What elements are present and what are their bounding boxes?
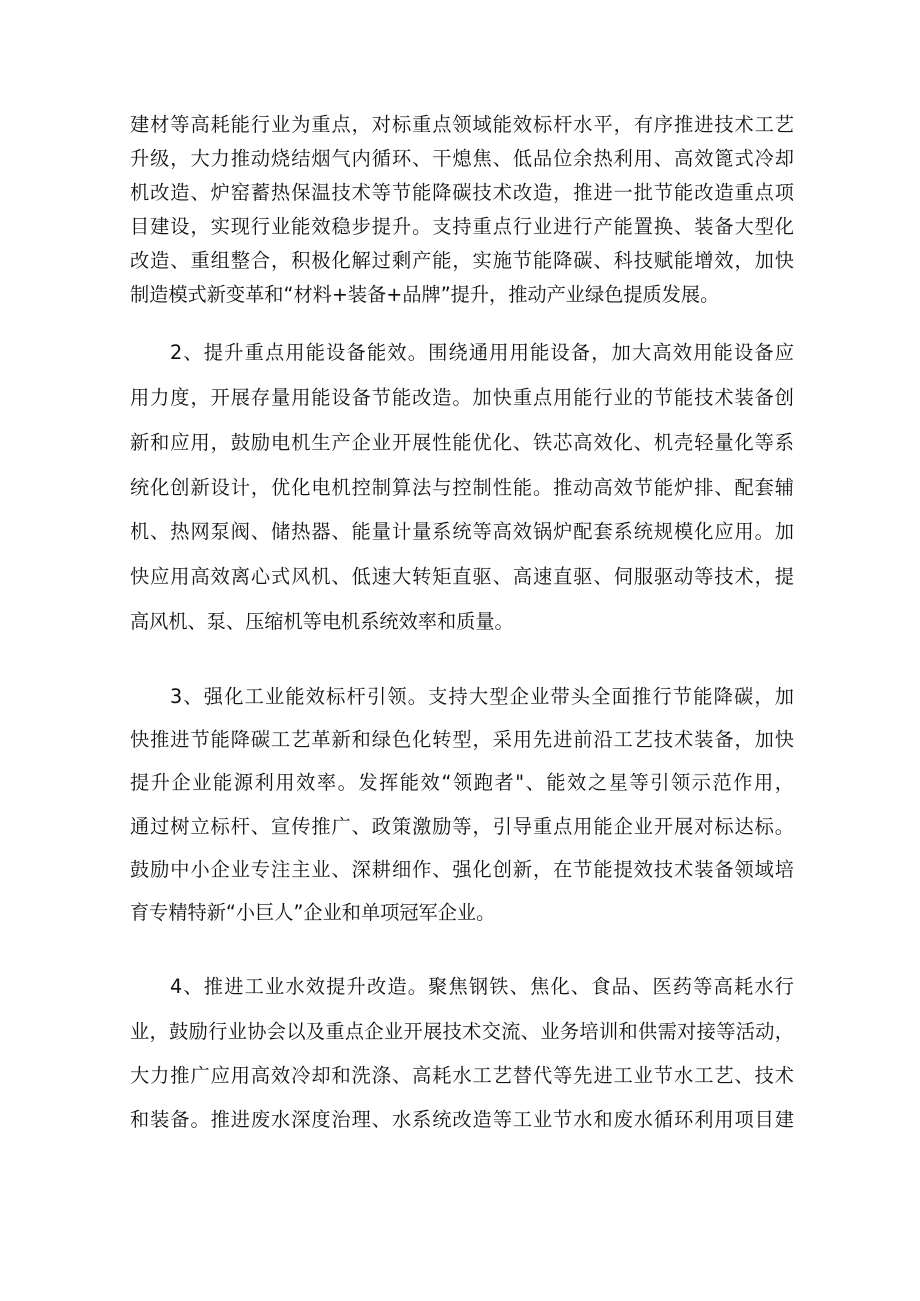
- text-line: 业，鼓励行业协会以及重点企业开展技术交流、业务培训和供需对接等活动，: [130, 1020, 794, 1043]
- text-line: 建材等高耗能行业为重点，对标重点领域能效标杆水平，有序推进技术工艺: [130, 113, 794, 136]
- text-line: 3、强化工业能效标杆引领。支持大型企业带头全面推行节能降碳，加: [170, 685, 794, 708]
- text-line: 高风机、泵、压缩机等电机系统效率和质量。: [130, 610, 514, 633]
- text-line: 机、热网泵阀、储热器、能量计量系统等高效锅炉配套系统规模化应用。加: [130, 520, 794, 543]
- text-line: 制造模式新变革和“材料+装备+品牌”提升，推动产业绿色提质发展。: [130, 283, 720, 306]
- text-line: 用力度，开展存量用能设备节能改造。加快重点用能行业的节能技术装备创: [130, 386, 794, 409]
- text-line: 大力推广应用高效冷却和洗涤、高耗水工艺替代等先进工业节水工艺、技术: [130, 1064, 794, 1087]
- text-line: 快推进节能降碳工艺革新和绿色化转型，采用先进前沿工艺技术装备，加快: [130, 728, 794, 751]
- text-line: 通过树立标杆、宣传推广、政策激励等，引导重点用能企业开展对标达标。: [130, 815, 794, 838]
- text-line: 统化创新设计，优化电机控制算法与控制性能。推动高效节能炉排、配套辅: [130, 476, 794, 499]
- text-line: 育专精特新“小巨人”企业和单项冠军企业。: [130, 901, 496, 924]
- text-line: 提升企业能源利用效率。发挥能效“领跑者"、能效之星等引领示范作用，: [130, 771, 794, 794]
- text-line: 4、推进工业水效提升改造。聚焦钢铁、焦化、食品、医药等高耗水行: [170, 975, 794, 998]
- text-line: 目建设，实现行业能效稳步提升。支持重点行业进行产能置换、装备大型化: [130, 215, 794, 238]
- text-line: 改造、重组整合，积极化解过剩产能，实施节能降碳、科技赋能增效，加快: [130, 249, 794, 272]
- text-line: 升级，大力推动烧结烟气内循环、干熄焦、低品位余热利用、高效篦式冷却: [130, 147, 794, 170]
- text-line: 快应用高效离心式风机、低速大转矩直驱、高速直驱、伺服驱动等技术，提: [130, 565, 794, 588]
- text-line: 2、提升重点用能设备能效。围绕通用用能设备，加大高效用能设备应: [170, 341, 794, 364]
- text-line: 和装备。推进废水深度治理、水系统改造等工业节水和废水循环利用项目建: [130, 1108, 794, 1131]
- text-line: 新和应用，鼓励电机生产企业开展性能优化、铁芯高效化、机壳轻量化等系: [130, 431, 794, 454]
- text-line: 鼓励中小企业专注主业、深耕细作、强化创新，在节能提效技术装备领域培: [130, 858, 794, 881]
- text-line: 机改造、炉窑蓄热保温技术等节能降碳技术改造，推进一批节能改造重点项: [130, 181, 794, 204]
